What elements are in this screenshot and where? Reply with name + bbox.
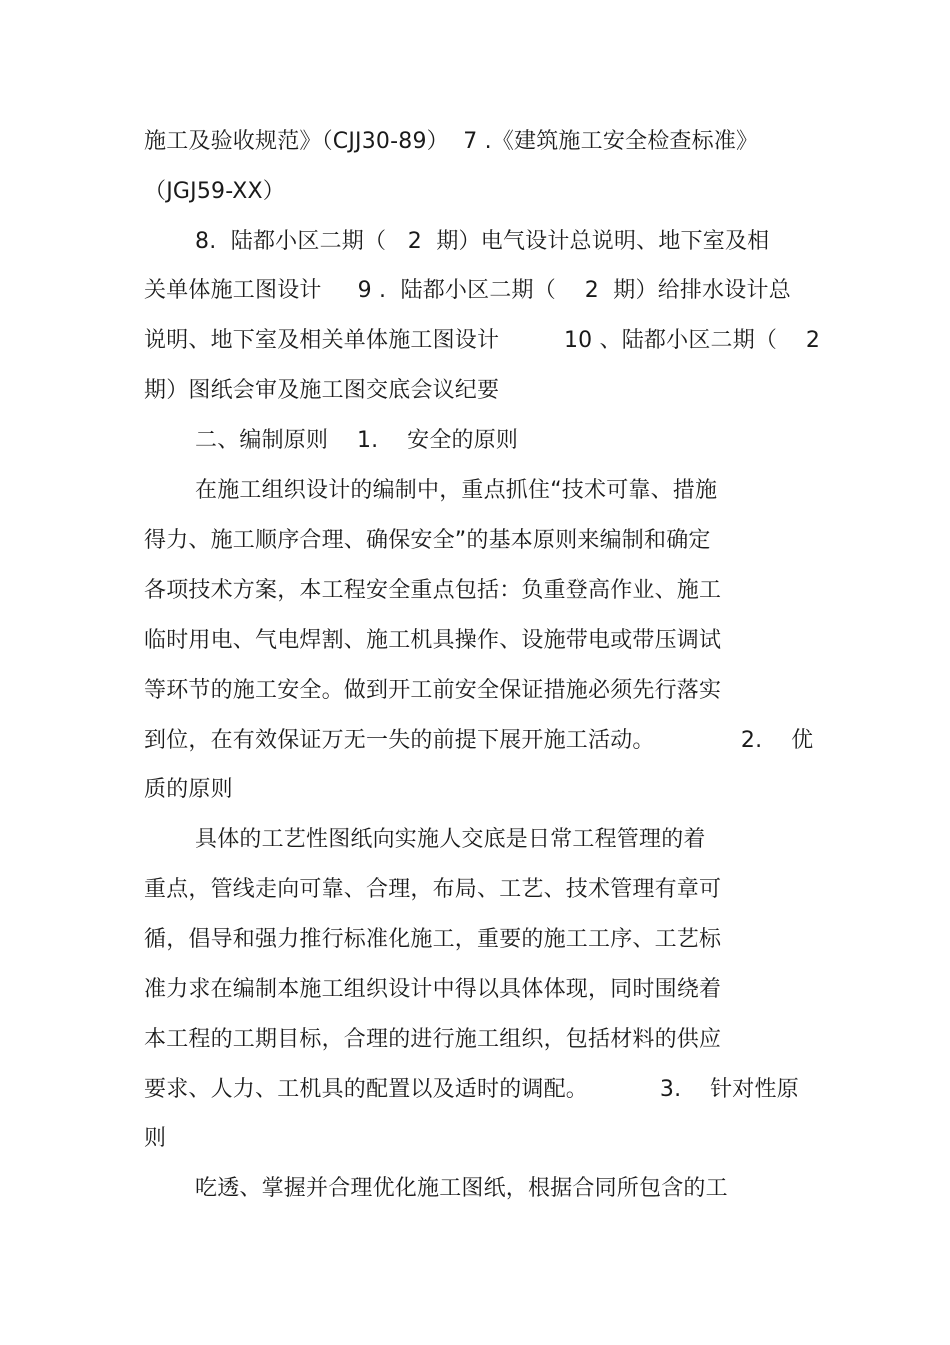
text-line: 等环节的施工安全。做到开工前安全保证措施必须先行落实	[144, 678, 722, 703]
text-line: 到位，在有效保证万无一失的前提下展开施工活动。 2. 优	[144, 728, 814, 753]
text-line: 临时用电、气电焊割、施工机具操作、设施带电或带压调试	[144, 628, 722, 653]
text-line: 具体的工艺性图纸向实施人交底是日常工程管理的着	[195, 827, 706, 852]
text-line: 在施工组织设计的编制中，重点抓住“技术可靠、措施	[195, 478, 718, 503]
text-line: 重点，管线走向可靠、合理，布局、工艺、技术管理有章可	[144, 877, 722, 902]
text-line: 施工及验收规范》（CJJ30-89） 7 .《建筑施工安全检查标准》	[144, 129, 759, 154]
text-line: 本工程的工期目标，合理的进行施工组织，包括材料的供应	[144, 1027, 722, 1052]
text-line: 8. 陆都小区二期（ 2 期）电气设计总说明、地下室及相	[195, 229, 770, 254]
text-line: 循，倡导和强力推行标准化施工，重要的施工工序、工艺标	[144, 927, 722, 952]
section-heading: 二、编制原则 1. 安全的原则	[195, 428, 519, 453]
text-line: 得力、施工顺序合理、确保安全”的基本原则来编制和确定	[144, 528, 711, 553]
text-line: 要求、人力、工机具的配置以及适时的调配。 3. 针对性原	[144, 1077, 799, 1102]
text-line: （JGJ59-XX）	[144, 179, 286, 204]
text-line: 期）图纸会审及施工图交底会议纪要	[144, 378, 500, 403]
text-line: 各项技术方案，本工程安全重点包括：负重登高作业、施工	[144, 578, 722, 603]
text-line: 吃透、掌握并合理优化施工图纸，根据合同所包含的工	[195, 1176, 728, 1201]
text-line: 则	[144, 1126, 167, 1151]
text-line: 说明、地下室及相关单体施工图设计 10 、陆都小区二期（ 2	[144, 328, 821, 353]
text-line: 关单体施工图设计 9 . 陆都小区二期（ 2 期）给排水设计总	[144, 278, 791, 303]
text-line: 准力求在编制本施工组织设计中得以具体体现，同时围绕着	[144, 977, 722, 1002]
text-line: 质的原则	[144, 777, 233, 802]
